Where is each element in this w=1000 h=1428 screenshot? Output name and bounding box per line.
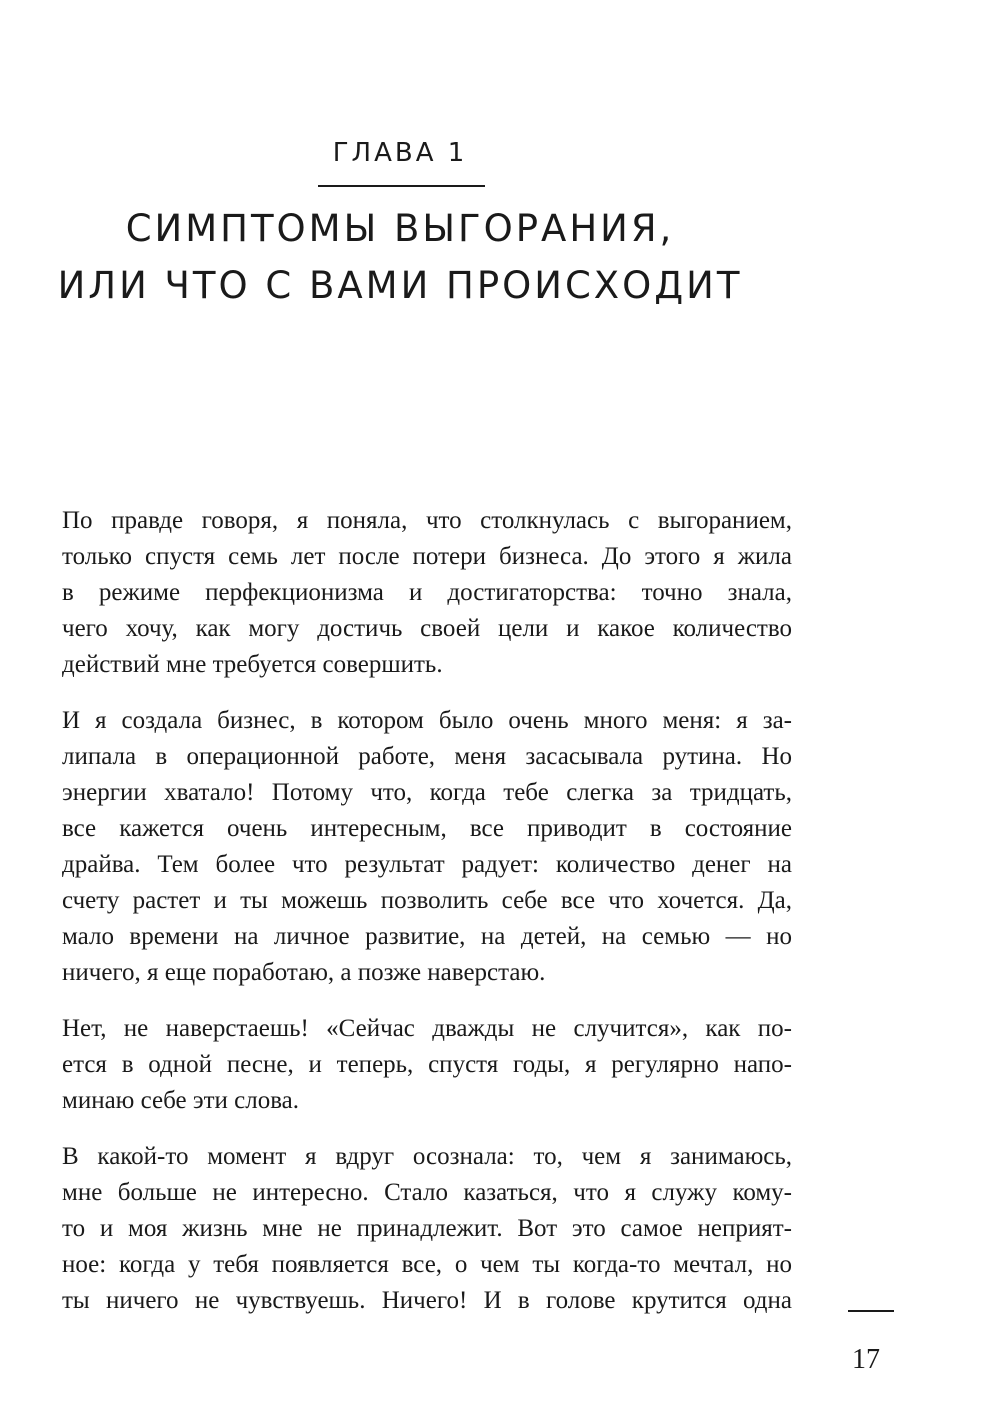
paragraph-3 [62,1011,792,1119]
text-line: чего хочу, как могу достичь своей цели и какое количество [62,615,792,642]
text-line: мне больше не интересно. Стало казаться, что я служу кому- [62,1179,792,1206]
text-line: счету растет и ты можешь позволить себе все что хочется. Да, [62,887,792,914]
text-line: драйва. Тем более что результат радует: количество денег на [62,851,792,878]
chapter-label: ГЛАВА 1 [332,138,468,168]
text-line: в режиме перфекционизма и достигаторства: точно знала, [62,579,792,606]
text-line: все кажется очень интересным, все приводит в состояние [62,815,792,842]
text-line: По правде говоря, я поняла, что столкнулась с выгоранием, [62,507,792,534]
text-line: Нет, не наверстаешь! «Сейчас дважды не случится», как по- [62,1015,792,1042]
text-line: то и моя жизнь мне не принадлежит. Вот это самое неприят- [62,1215,792,1242]
text-line: только спустя семь лет после потери бизнеса. До этого я жила [62,543,792,570]
text-line: энергии хватало! Потому что, когда тебе слегка за тридцать, [62,779,792,806]
body-text [62,503,792,1339]
chapter-title-line-2: ИЛИ ЧТО С ВАМИ ПРОИСХОДИТ [57,264,743,307]
text-line: мало времени на личное развитие, на детей, на семью — но [62,923,792,950]
paragraph-1 [62,503,792,683]
footer-divider [848,1310,894,1312]
paragraph-4 [62,1139,792,1319]
text-line: ничего, я еще поработаю, а позже наверстаю. [62,959,546,986]
text-line: ное: когда у тебя появляется все, о чем ты когда-то мечтал, но [62,1251,792,1278]
chapter-divider [318,185,485,187]
text-line: действий мне требуется совершить. [62,651,443,678]
text-line: ты ничего не чувствуешь. Ничего! И в голове крутится одна [62,1287,792,1314]
chapter-title-line-1: СИМПТОМЫ ВЫГОРАНИЯ, [125,207,675,250]
text-line: И я создала бизнес, в котором было очень много меня: я за- [62,707,792,734]
page-number: 17 [852,1344,880,1375]
text-line: В какой-то момент я вдруг осознала: то, чем я занимаюсь, [62,1143,792,1170]
text-line: ется в одной песне, и теперь, спустя годы, я регулярно напо- [62,1051,792,1078]
paragraph-2 [62,703,792,991]
chapter-title [0,200,800,314]
text-line: липала в операционной работе, меня засасывала рутина. Но [62,743,792,770]
text-line: минаю себе эти слова. [62,1087,300,1114]
